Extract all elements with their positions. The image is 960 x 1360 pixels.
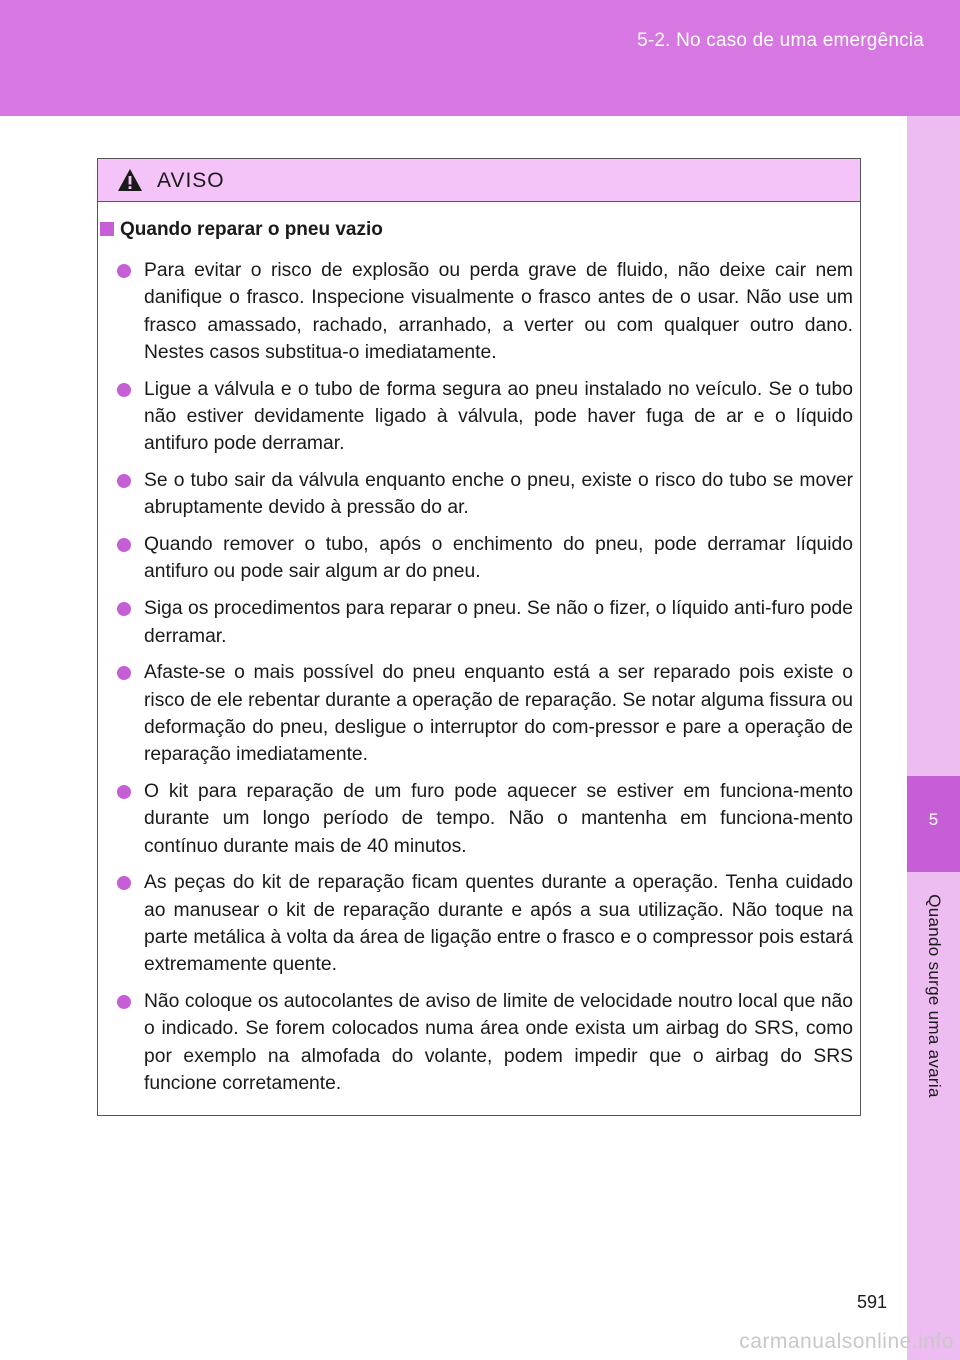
list-item [116,257,853,366]
warning-list [116,257,853,1107]
list-item-text: Siga os procedimentos para reparar o pneu. Se não o fizer, o líquido anti-furo pode derramar. [144,598,853,647]
square-bullet-icon [100,222,114,236]
list-item-text: Não coloque os autocolantes de aviso de limite de velocidade noutro local que não o indicado. Se forem colocados numa área onde exista um airbag do SRS, como por exemplo na almofada do volante, podem impedir que o airbag do SRS funcione corretamente. [144,991,853,1095]
bullet-icon [117,538,131,552]
list-item [116,376,853,458]
page-number: 591 [857,1292,888,1312]
warning-label: AVISO [157,169,225,192]
warning-box [97,158,861,1116]
list-item [116,869,853,978]
bullet-icon [117,785,131,799]
list-item-text: Se o tubo sair da válvula enquanto enche o pneu, existe o risco do tubo se mover abruptamente devido à pressão do ar. [144,470,853,519]
list-item-text: Ligue a válvula e o tubo de forma segura ao pneu instalado no veículo. Se o tubo não estiver devidamente ligado à válvula, pode haver fuga de ar e o líquido antifuro pode derramar. [144,378,853,455]
list-item [116,531,853,586]
bullet-icon [117,264,131,278]
bullet-icon [117,383,131,397]
list-item [116,988,853,1097]
warning-header [98,159,860,202]
list-item-text: Para evitar o risco de explosão ou perda grave de fluido, não deixe cair nem danifique o frasco. Inspecione visualmente o frasco antes de o usar. Não use um frasco amassado, rachado, arranhado, a verter ou com qualquer outro dano. Nestes casos substitua-o imediatamente. [144,260,853,363]
list-item-text: Afaste-se o mais possível do pneu enquanto está a ser reparado pois existe o risco de ele rebentar durante a operação de reparação. Se notar alguma fissura ou deformação do pneu, desligue o interruptor do com-pressor e pare a operação de reparação imediatamente. [144,662,853,766]
section-title: 5-2. No caso de uma emergência [637,30,924,51]
warning-triangle-icon [117,168,143,192]
chapter-number: 5 [928,810,939,829]
list-item [116,595,853,650]
bullet-icon [117,876,131,890]
bullet-icon [117,474,131,488]
list-item [116,778,853,860]
bullet-icon [117,666,131,680]
list-item [116,467,853,522]
list-item-text: O kit para reparação de um furo pode aquecer se estiver em funciona-mento durante um longo período de tempo. Não o mantenha em funciona-mento contínuo durante mais de 40 minutos. [144,781,853,857]
warning-subheading [100,219,383,241]
list-item [116,659,853,768]
subheading-text: Quando reparar o pneu vazio [120,219,383,240]
bullet-icon [117,995,131,1009]
list-item-text: Quando remover o tubo, após o enchimento do pneu, pode derramar líquido antifuro ou pode sair algum ar do pneu. [144,534,853,583]
bullet-icon [117,602,131,616]
chapter-title: Quando surge uma avaria [925,894,944,1098]
list-item-text: As peças do kit de reparação ficam quentes durante a operação. Tenha cuidado ao manusear o kit de reparação durante e após a sua utilização. Não toque na parte metálica à volta da área de ligação entre o frasco e o compressor pois estará extremamente quente. [144,872,853,976]
side-strip [907,116,960,1360]
header-band [0,0,960,116]
watermark-link[interactable]: carmanualsonline.info [739,1330,954,1353]
